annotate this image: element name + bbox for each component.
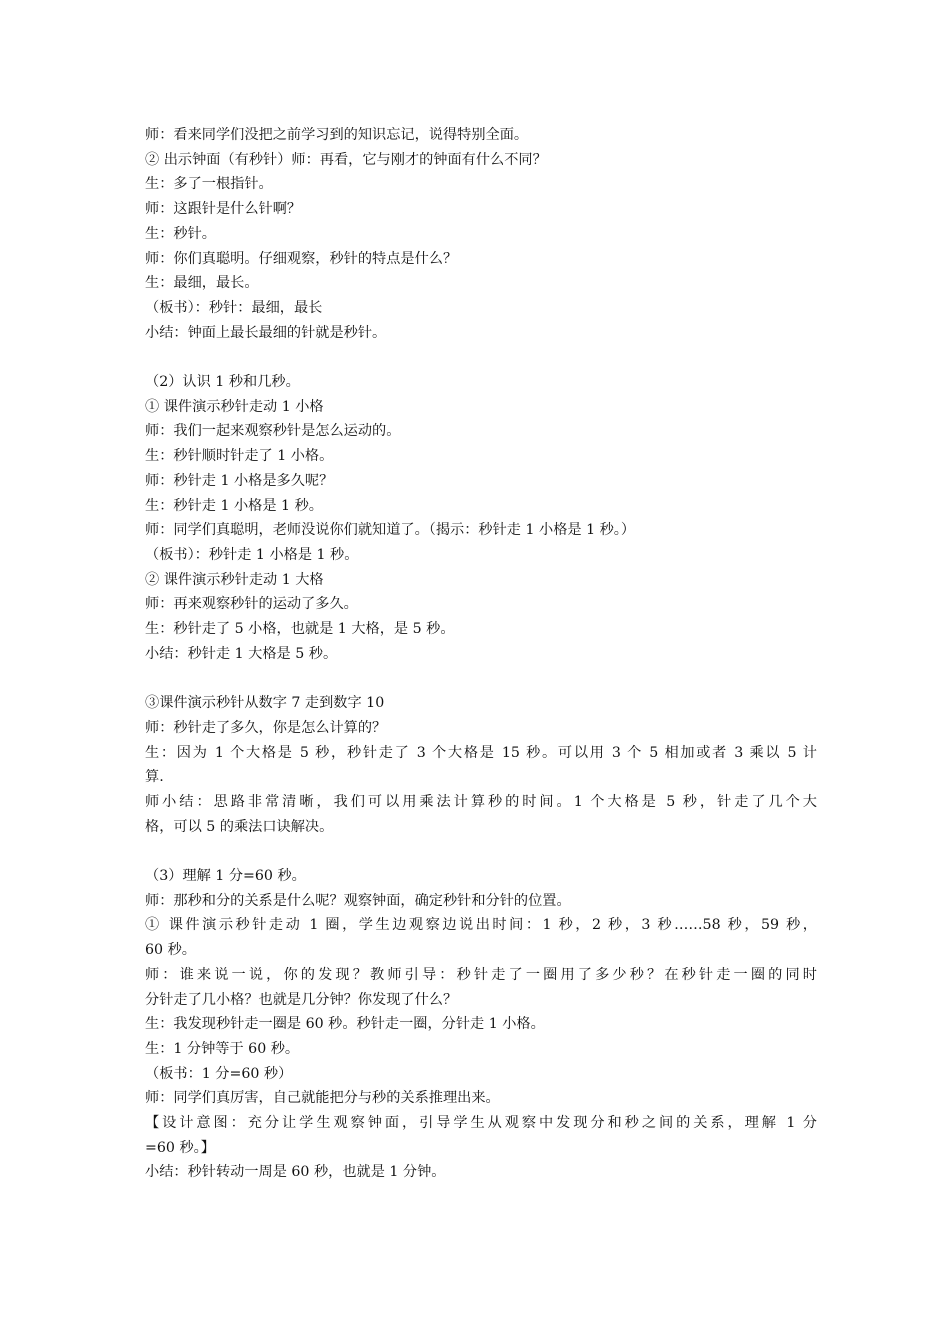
blank-line bbox=[145, 666, 817, 691]
text-line: 师：秒针走了多久，你是怎么计算的？ bbox=[145, 719, 387, 736]
text-line: 生：我发现秒针走一圈是 60 秒。秒针走一圈，分针走 1 小格。 bbox=[145, 1016, 545, 1033]
text-line: ② 出示钟面（有秒针）师：再看，它与刚才的钟面有什么不同？ bbox=[145, 151, 547, 168]
blank-line bbox=[145, 345, 817, 370]
text-line: ③课件演示秒针从数字 7 走到数字 10 bbox=[145, 695, 385, 712]
text-line: 师：那秒和分的关系是什么呢？观察钟面，确定秒针和分针的位置。 bbox=[145, 892, 571, 909]
text-line: （2）认识 1 秒和几秒。 bbox=[145, 374, 300, 391]
text-line: 师：同学们真厉害，自己就能把分与秒的关系推理出来。 bbox=[145, 1090, 500, 1107]
text-line: ① 课件演示秒针走动 1 圈，学生边观察边说出时间：1 秒，2 秒，3 秒……58 秒，59 秒， bbox=[145, 917, 817, 934]
text-line: 生：秒针。 bbox=[145, 225, 216, 242]
text-line: ② 课件演示秒针走动 1 大格 bbox=[145, 571, 324, 588]
text-line: 生：因为 1 个大格是 5 秒，秒针走了 3 个大格是 15 秒。可以用 3 个 5 相加或者 3 乘以 5 计 bbox=[145, 744, 817, 761]
text-line: （板书）：秒针：最细，最长 bbox=[145, 299, 323, 316]
blank-line bbox=[145, 839, 817, 864]
text-line: 师：谁来说一说，你的发现？教师引导：秒针走了一圈用了多少秒？在秒针走一圈的同时 bbox=[145, 966, 817, 983]
text-line: 小结：钟面上最长最细的针就是秒针。 bbox=[145, 324, 387, 341]
text-line: 生：1 分钟等于 60 秒。 bbox=[145, 1040, 300, 1057]
text-line: 师：你们真聪明。仔细观察，秒针的特点是什么？ bbox=[145, 250, 458, 267]
text-line: 师：同学们真聪明，老师没说你们就知道了。（揭示：秒针走 1 小格是 1 秒。） bbox=[145, 522, 636, 539]
text-line: 小结：秒针转动一周是 60 秒，也就是 1 分钟。 bbox=[145, 1164, 446, 1181]
text-line: ① 课件演示秒针走动 1 小格 bbox=[145, 398, 324, 415]
text-line: 生：秒针顺时针走了 1 小格。 bbox=[145, 448, 334, 465]
text-line: 生：多了一根指针。 bbox=[145, 176, 273, 193]
text-line: 小结：秒针走 1 大格是 5 秒。 bbox=[145, 645, 338, 662]
text-line: 算. bbox=[145, 769, 164, 786]
text-line: 分针走了几小格？也就是几分钟？你发现了什么？ bbox=[145, 991, 458, 1008]
document-body bbox=[145, 123, 817, 1185]
text-line: 师：这跟针是什么针啊？ bbox=[145, 201, 302, 218]
text-line: 师：我们一起来观察秒针是怎么运动的。 bbox=[145, 423, 401, 440]
text-line: 生：最细，最长。 bbox=[145, 275, 259, 292]
text-line: 60 秒。 bbox=[145, 942, 196, 959]
text-line: =60 秒。】 bbox=[145, 1139, 215, 1156]
text-line: 【设计意图：充分让学生观察钟面，引导学生从观察中发现分和秒之间的关系，理解 1 分 bbox=[145, 1115, 817, 1132]
text-line: 师：看来同学们没把之前学习到的知识忘记，说得特别全面。 bbox=[145, 127, 529, 143]
text-line: 生：秒针走 1 小格是 1 秒。 bbox=[145, 497, 323, 514]
text-line: 师：再来观察秒针的运动了多久。 bbox=[145, 596, 358, 613]
text-line: （3）理解 1 分=60 秒。 bbox=[145, 868, 306, 885]
text-line: （板书）：秒针走 1 小格是 1 秒。 bbox=[145, 546, 359, 563]
text-line: 格，可以 5 的乘法口诀解决。 bbox=[145, 818, 334, 835]
text-line: 生：秒针走了 5 小格，也就是 1 大格，是 5 秒。 bbox=[145, 621, 455, 638]
text-line: 师：秒针走 1 小格是多久呢？ bbox=[145, 472, 334, 489]
text-line: 师小结：思路非常清晰，我们可以用乘法计算秒的时间。1 个大格是 5 秒，针走了几个大 bbox=[145, 793, 817, 810]
text-line: （板书：1 分=60 秒） bbox=[145, 1065, 293, 1082]
